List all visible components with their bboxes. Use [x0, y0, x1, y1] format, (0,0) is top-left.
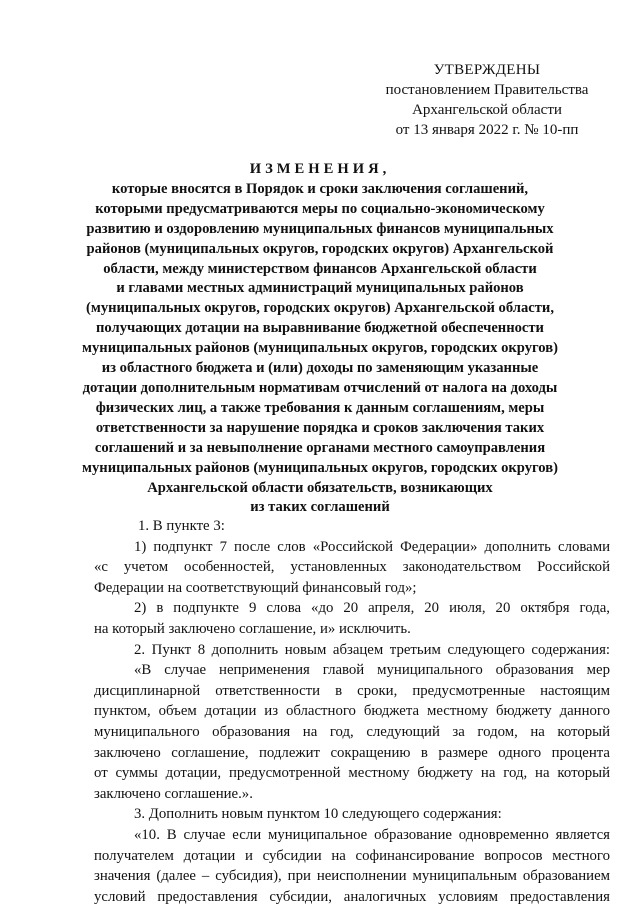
paragraph-line: получателем дотации и субсидии на софинансирование вопросов местного [94, 847, 610, 864]
paragraph-line: 3. Дополнить новым пунктом 10 следующего содержания: [134, 806, 502, 823]
paragraph-line: 1) подпункт 7 после слов «Российской Федерации» дополнить словами [134, 538, 610, 555]
paragraph-line: 2) в подпункте 9 слова «до 20 апреля, 20 июля, 20 октября года, [134, 600, 610, 617]
title-line: (муниципальных округов, городских округов) Архангельской области, [86, 300, 554, 317]
title-line: получающих дотации на выравнивание бюджетной обеспеченности [96, 320, 544, 337]
title-line: соглашений и за невыполнение органами местного самоуправления [94, 439, 546, 456]
title-line: области, между министерством финансов Архангельской области [103, 260, 537, 277]
paragraph-line: «10. В случае если муниципальное образование одновременно является [134, 826, 610, 843]
title-line: Архангельской области обязательств, возникающих [147, 479, 493, 496]
approval-date-line: от 13 января 2022 г. № 10-пп [395, 122, 579, 138]
paragraph-line: муниципального образования на год, следующий за годом, на который [94, 723, 610, 740]
paragraph-line: от суммы дотации, предусмотренной местному бюджету на год, на который [94, 765, 610, 782]
paragraph-line: дисциплинарной ответственности в сроки, предусмотренные настоящим [94, 682, 610, 699]
title-heading: ИЗМЕНЕНИЯ, [249, 161, 391, 177]
paragraph-line: условий предоставления субсидии, аналогичных условиям предоставления [94, 888, 610, 905]
title-line: и главами местных администраций муниципальных районов [116, 280, 524, 297]
paragraph-line: пунктом, объем дотации из областного бюджета местному бюджету данного [94, 703, 610, 720]
document-body [94, 516, 610, 907]
paragraph-line: значения (далее – субсидия), при неисполнении муниципальным образованием [94, 868, 610, 885]
paragraph-line: «с учетом особенностей, установленных законодательством Российской [94, 559, 610, 576]
paragraph-line: заключено соглашение.». [94, 785, 253, 802]
title-line: районов (муниципальных округов, городских округов) Архангельской [86, 240, 554, 257]
paragraph-line: «В случае неприменения главой муниципального образования мер [134, 662, 610, 679]
paragraph-line: 1. В пункте 3: [138, 518, 225, 534]
approval-heading: УТВЕРЖДЕНЫ [433, 62, 541, 78]
title-line: которые вносятся в Порядок и сроки заключения соглашений, [111, 180, 529, 197]
title-line: дотации дополнительным нормативам отчислений от налога на доходы [82, 379, 558, 396]
document-title [60, 160, 580, 518]
paragraph-line: заключено соглашение, подлежит сокращению в размере одного процента [94, 744, 610, 761]
title-line: муниципальных районов (муниципальных округов, городских округов) [82, 340, 558, 357]
approval-stamp [372, 60, 602, 140]
title-line: из таких соглашений [250, 499, 390, 516]
paragraph-line: Федерации на соответствующий финансовый год»; [94, 579, 417, 596]
title-line: физических лиц, а также требования к данным соглашениям, меры [95, 399, 545, 416]
paragraph-line: на который заключено соглашение, и» исключить. [94, 620, 411, 637]
title-line: развитию и оздоровлению муниципальных финансов муниципальных [86, 220, 554, 237]
paragraph-line: 2. Пункт 8 дополнить новым абзацем третьим следующего содержания: [134, 641, 610, 658]
title-line: муниципальных районов (муниципальных округов, городских округов) [82, 459, 558, 476]
approval-line: Архангельской области [412, 102, 562, 118]
title-line: из областного бюджета и (или) доходы по заменяющим указанные [101, 360, 539, 377]
title-line: ответственности за нарушение порядка и сроков заключения таких [95, 419, 545, 436]
title-line: которыми предусматриваются меры по социально-экономическому [95, 200, 545, 217]
approval-line: постановлением Правительства [385, 82, 589, 98]
